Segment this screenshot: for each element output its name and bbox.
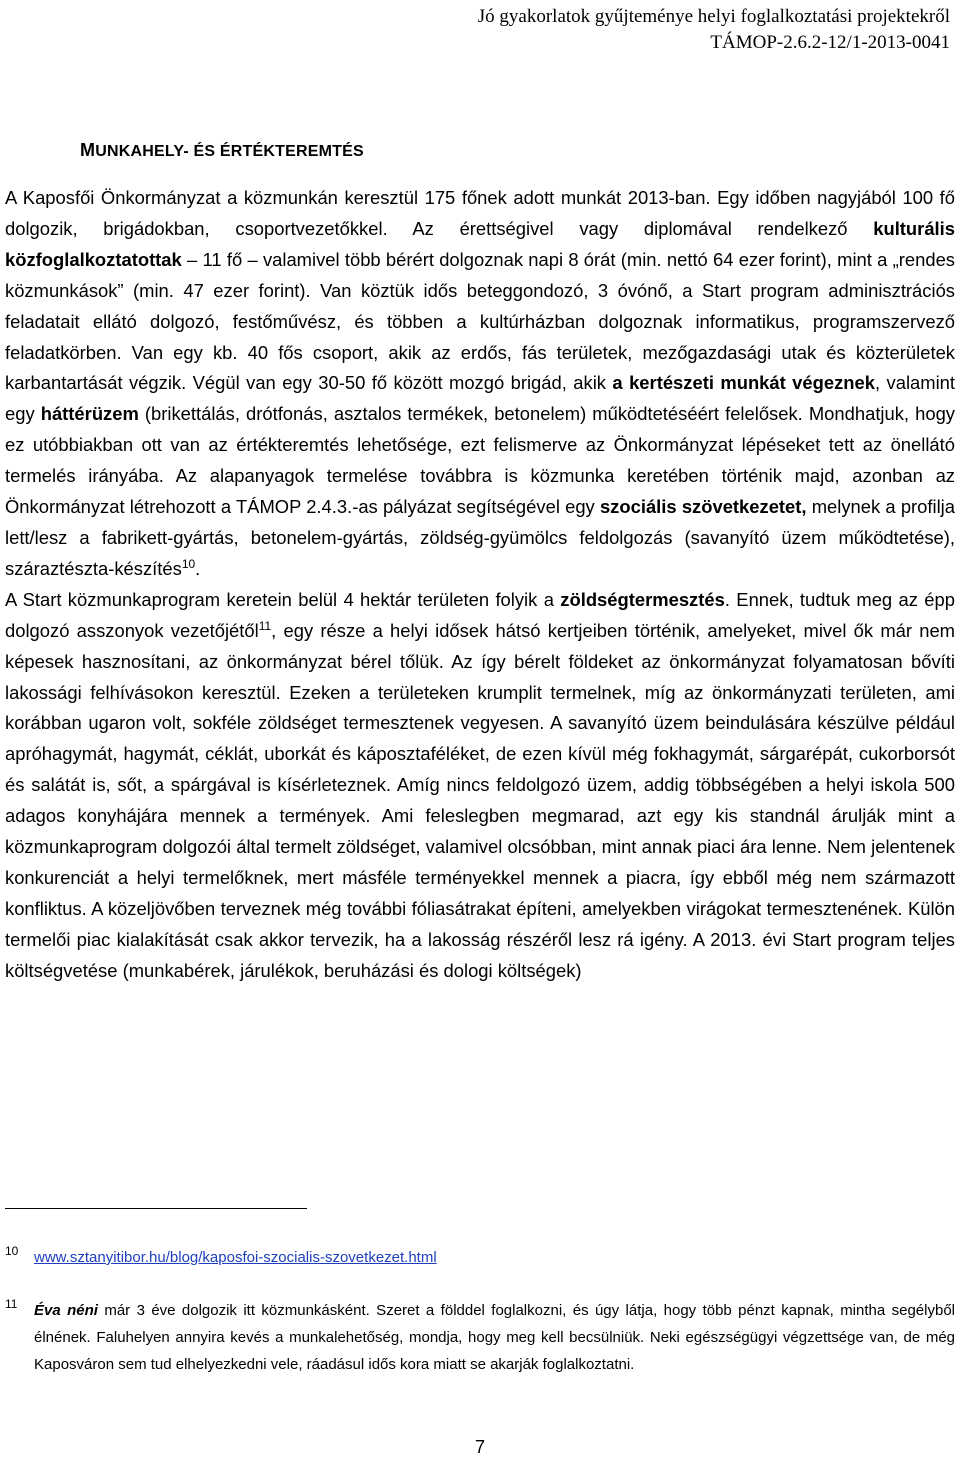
running-header [478, 4, 950, 56]
text-run: A Start közmunkaprogram keretein belül 4 hektár területen folyik a [5, 588, 561, 610]
footnote-link[interactable]: www.sztanyitibor.hu/blog/kaposfoi-szocialis-szovetkezet.html [34, 1249, 437, 1266]
text-run: , valamint egy [5, 372, 956, 425]
text-run: . Ennek, tudtuk meg az épp dolgozó asszonyok vezetőjétől [5, 588, 955, 641]
footnote-ref-11[interactable]: 11 [258, 618, 272, 633]
footnote-text [34, 1297, 955, 1378]
header-project-code: TÁMOP-2.6.2-12/1-2013-0041 [710, 32, 950, 53]
footnote-body: már 3 éve dolgozik itt közmunkásként. Szeret a földdel foglalkozni, és úgy látja, hogy több pénzt kapnak, mintha segélyből élnének. Faluhelyen annyira kevés a munkalehetőség, mondja, hogy meg kell becsülniük. Neki egészségügyi végzettsége van, de még Kaposváron sem tud elhelyezkedni vele, ráadásul idős kora miatt se akarják foglalkoztatni. [34, 1302, 955, 1373]
body-text [5, 183, 955, 987]
text-run: – 11 fő – valamivel több bérért dolgoznak napi 8 órát (min. nettó 64 ezer forint), mint a „rendes közmunkások” (min. 47 ezer forint). Van köztük idős beteggondozó, 3 óvónő, a Start program adminisztrációs feladatait ellátó dolgozó, festőművész, és többen a kultúrházban dolgoznak informatikus, programszervező feladatkörben. Van egy kb. 40 fős csoport, akik az erdős, fás területek, mezőgazdasági utak és közterületek karbantartását végzik. Végül van egy 30-50 fő között mozgó brigád, akik [5, 248, 955, 394]
text-run: A Kaposfői Önkormányzat a közmunkán keresztül 175 főnek adott munkát 2013-ban. Egy időben nagyjából 100 fő dolgozik, brigádokban, csoportvezetőkkel. Az érettségivel vagy diplomával rendelkező [5, 187, 955, 239]
bold-run: szociális szövetkezetet, [599, 496, 807, 518]
bold-run: kulturális közfoglalkoztatottak [5, 217, 955, 270]
footnote-number: 10 [5, 1244, 19, 1258]
footnote-separator [5, 1208, 307, 1209]
page-number: 7 [474, 1437, 485, 1457]
footnote-ref-10[interactable]: 10 [181, 556, 196, 571]
text-run: melynek a profilja lett/lesz a fabrikett-gyártás, betonelem-gyártás, zöldség-gyümölcs feldolgozás (savanyító üzem működtetése), száraztészta-készítés [5, 496, 956, 579]
footnote-11 [5, 1297, 955, 1378]
bold-run: háttérüzem [40, 403, 139, 425]
footnote-number: 11 [5, 1297, 18, 1311]
section-title-initial: M [80, 140, 96, 160]
paragraph-1 [5, 183, 955, 585]
section-title [80, 140, 364, 161]
bold-run: a kertészeti munkát végeznek [612, 372, 875, 394]
header-title: Jó gyakorlatok gyűjteménye helyi foglalkoztatási projektekről [477, 6, 950, 27]
text-run: . [195, 557, 201, 579]
footnote-person-name: Éva néni [34, 1302, 98, 1319]
text-run: (brikettálás, drótfonás, asztalos termékek, betonelem) működtetéséért felelősek. Mondhatjuk, hogy ez utóbbiakban ott van az értékteremtés lehetősége, ezt felismerve az Önkormányzat lépéseket tett az önellátó termelés irányába. Az alapanyagok termelése továbbra is közmunka keretében történik majd, azonban az Önkormányzat létrehozott a TÁMOP 2.4.3.-as pályázat segítségével egy [5, 403, 955, 518]
footnote-10 [5, 1244, 955, 1271]
paragraph-2 [5, 585, 955, 987]
text-run: , egy része a helyi idősek hátsó kertjeiben történik, amelyeket, mivel ők már nem képesek hasznosítani, az önkormányzat bérel tőlük. Az így bérelt földeket az önkormányzat folyamatosan bővíti lakossági felhívásokon keresztül. Ezeken a területeken krumplit termelnek, míg az önkormányzati területen, ami korábban ugaron volt, sokféle zöldséget termesztenek vegyesen. A savanyító üzem beindulására készülve például apróhagymát, hagymát, céklát, uborkát és káposztaféléket, de ezen kívül még fokhagymát, sárgarépát, cukorborsót és salátát is, sőt, a spárgával is kísérleteznek. Amíg nincs feldolgozó üzem, addig többségében a helyi iskola 500 adagos konyhájára mennek a termények. Ami feleslegben megmarad, azt egy kis standnál árulják mint a közmunkaprogram dolgozói által termelt zöldséget, valamivel olcsóbban, mint annak piaci ára lenne. Nem jelentenek konkurenciát a helyi termelőknek, mert másféle terményekkel mennek a piacra, így ebből még nem származott konfliktus. A közeljövőben terveznek még további fóliasátrakat építeni, amelyekben virágokat termesztenének. Külön termelői piac kialakítását csak akkor tervezik, ha a lakosság részéről lesz rá igény. A 2013. évi Start program teljes költségvetése (munkabérek, járulékok, beruházási és dologi költségek) [5, 619, 955, 981]
bold-run: zöldségtermesztés [560, 588, 725, 610]
section-title-rest: UNKAHELY- ÉS ÉRTÉKTEREMTÉS [95, 143, 364, 160]
